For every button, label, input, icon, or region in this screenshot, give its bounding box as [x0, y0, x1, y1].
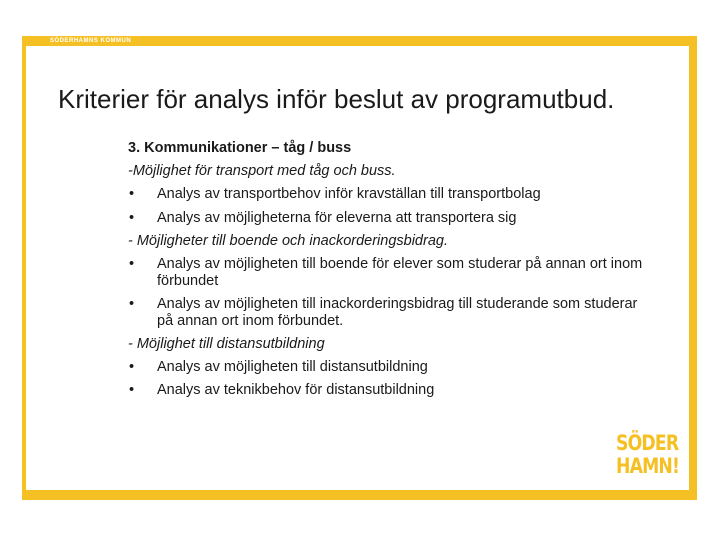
- list-item: [128, 183, 668, 206]
- bullet-icon: •: [129, 296, 135, 313]
- slide-content: [128, 137, 668, 403]
- bullet-icon: •: [129, 359, 135, 376]
- list-item-text: Analys av transportbehov inför kravställan till transportbolag: [157, 186, 541, 203]
- list-item-text: Analys av möjligheterna för eleverna att transportera sig: [157, 209, 517, 226]
- list-item-text: Analys av möjligheten till distansutbildning: [157, 359, 428, 376]
- bullet-icon: •: [129, 186, 135, 203]
- slide-title: Kriterier för analys inför beslut av programutbud.: [58, 84, 615, 114]
- org-header-label: SÖDERHAMNS KOMMUN: [50, 38, 132, 44]
- logo-line-1: SÖDER: [616, 431, 679, 455]
- subheading-housing: - Möjligheter till boende och inackorderingsbidrag.: [128, 232, 448, 249]
- list-item-text: Analys av teknikbehov för distansutbildning: [157, 382, 435, 399]
- subheading-transport: -Möjlighet för transport med tåg och buss.: [128, 163, 396, 180]
- list-item-text: Analys av möjligheten till boende för elever som studerar på annan ort inom förbundet: [157, 256, 643, 290]
- bullet-icon: •: [129, 382, 135, 399]
- list-item: [128, 356, 668, 379]
- soderhamn-logo: [616, 431, 680, 484]
- list-item: [128, 253, 668, 293]
- section-heading: 3. Kommunikationer – tåg / buss: [128, 140, 352, 156]
- list-item: [128, 207, 668, 230]
- subheading-distance: - Möjlighet till distansutbildning: [128, 336, 325, 353]
- list-item: [128, 379, 668, 402]
- bullet-icon: •: [129, 256, 135, 273]
- logo-line-2: HAMN!: [616, 454, 680, 478]
- list-item-text: Analys av möjligheten till inackorderingsbidrag till studerande som studerar på annan ort inom förbundet.: [157, 296, 638, 330]
- bullet-icon: •: [129, 209, 135, 226]
- list-item: [128, 293, 668, 333]
